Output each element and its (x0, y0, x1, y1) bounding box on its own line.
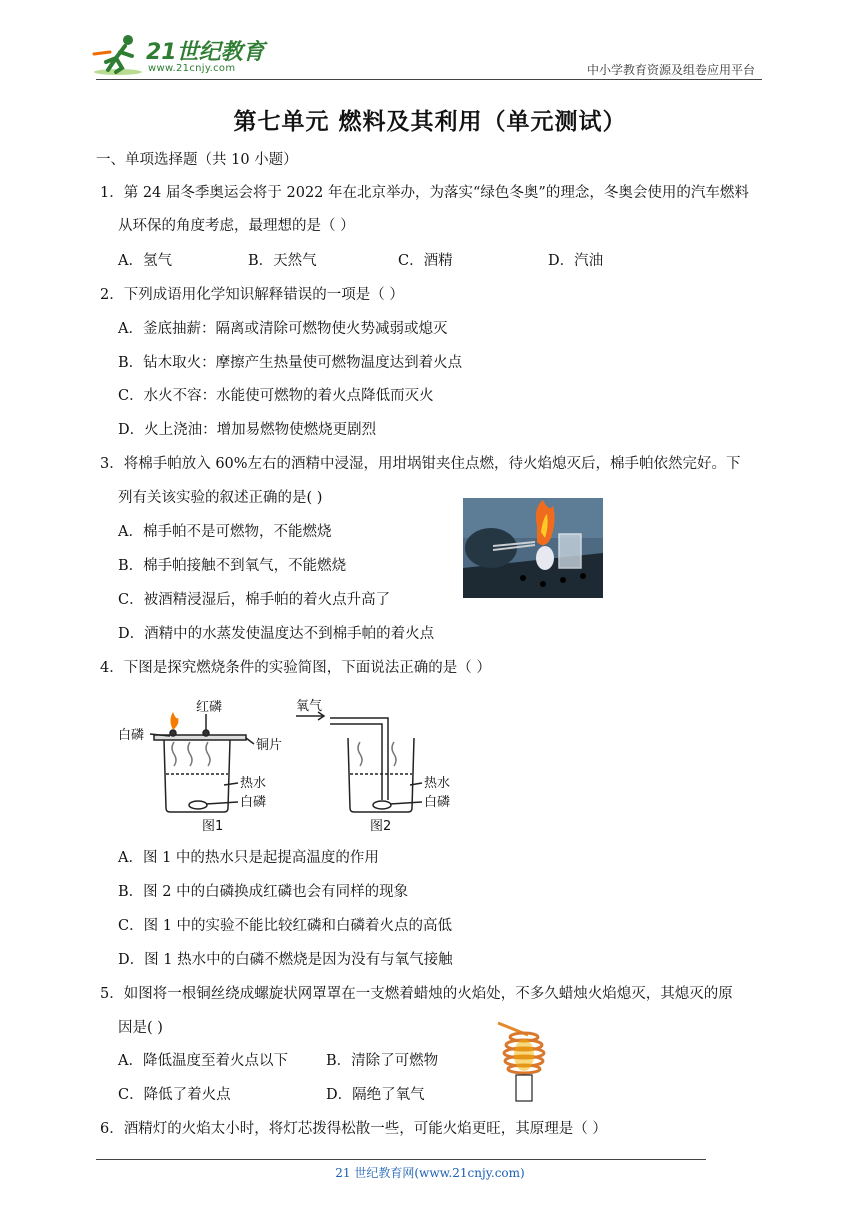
q3-option-b[interactable]: B．棉手帕接触不到氧气，不能燃烧 (118, 558, 347, 574)
q5-line-1: 5．如图将一根铜丝绕成螺旋状网罩罩在一支燃着蜡烛的火焰处，不多久蜡烛火焰熄灭，其熄灭的原 (100, 986, 733, 1002)
header-divider (96, 79, 762, 80)
burning-handkerchief-photo (463, 498, 603, 598)
q4-option-a[interactable]: A．图 1 中的热水只是起提高温度的作用 (118, 850, 379, 866)
logo-text: 21世纪教育 (146, 40, 265, 65)
q4-line-1: 4．下图是探究燃烧条件的实验简图，下面说法正确的是（ ） (100, 660, 491, 676)
copper-spiral-candle-image (494, 1015, 562, 1103)
q4-option-d[interactable]: D．图 1 热水中的白磷不燃烧是因为没有与氧气接触 (118, 952, 453, 968)
q5-option-b[interactable]: B．清除了可燃物 (326, 1053, 439, 1069)
logo-site: www.21cnjy.com (148, 63, 236, 74)
footer-link[interactable]: 21 世纪教育网(www.21cnjy.com) (335, 1166, 525, 1180)
footer-divider (96, 1159, 706, 1160)
caption-figure-2: 图2 (370, 819, 392, 834)
header-platform-text: 中小学教育资源及组卷应用平台 (586, 63, 755, 77)
q1-line-2: 从环保的角度考虑，最理想的是（ ） (118, 218, 355, 234)
q5-option-a[interactable]: A．降低温度至着火点以下 (118, 1053, 288, 1069)
site-logo[interactable] (92, 32, 265, 78)
page-title: 第七单元 燃料及其利用（单元测试） (233, 109, 627, 135)
q2-line-1: 2．下列成语用化学知识解释错误的一项是（ ） (100, 287, 404, 303)
q1-line-1: 1．第 24 届冬季奥运会将于 2022 年在北京举办，为落实“绿色冬奥”的理念，冬奥会使用的汽车燃料 (100, 185, 749, 201)
q5-line-2: 因是( ) (118, 1020, 163, 1036)
q3-option-a[interactable]: A．棉手帕不是可燃物，不能燃烧 (118, 524, 332, 540)
label-hot-water-2: 热水 (424, 776, 451, 791)
q5-option-c[interactable]: C．降低了着火点 (118, 1087, 231, 1103)
caption-figure-1: 图1 (202, 819, 224, 834)
combustion-experiment-diagram (118, 690, 468, 840)
q2-option-a[interactable]: A．釜底抽薪：隔离或清除可燃物使火势减弱或熄灭 (118, 321, 448, 337)
label-copper-sheet: 铜片 (256, 738, 283, 753)
q4-option-b[interactable]: B．图 2 中的白磷换成红磷也会有同样的现象 (118, 884, 409, 900)
q1-option-c[interactable]: C．酒精 (398, 253, 453, 269)
q2-option-d[interactable]: D．火上浇油：增加易燃物使燃烧更剧烈 (118, 422, 377, 438)
q3-option-c[interactable]: C．被酒精浸湿后，棉手帕的着火点升高了 (118, 592, 391, 608)
label-red-phosphorus: 红磷 (196, 700, 223, 715)
label-white-phosphorus-top: 白磷 (118, 728, 145, 743)
label-hot-water-1: 热水 (240, 776, 267, 791)
q1-option-a[interactable]: A．氢气 (118, 253, 172, 269)
q2-option-c[interactable]: C．水火不容：水能使可燃物的着火点降低而灭火 (118, 388, 434, 404)
q1-option-d[interactable]: D．汽油 (548, 253, 604, 269)
section-heading: 一、单项选择题（共 10 小题） (96, 152, 298, 168)
label-white-phosphorus-2: 白磷 (424, 795, 451, 810)
q3-option-d[interactable]: D．酒精中的水蒸发使温度达不到棉手帕的着火点 (118, 626, 435, 642)
q5-option-d[interactable]: D．隔绝了氧气 (326, 1087, 425, 1103)
q2-option-b[interactable]: B．钻木取火：摩擦产生热量使可燃物温度达到着火点 (118, 355, 463, 371)
q3-line-1: 3．将棉手帕放入 60%左右的酒精中浸湿，用坩埚钳夹住点燃，待火焰熄灭后，棉手帕依然完好。下 (100, 456, 741, 472)
q6-line-1: 6．酒精灯的火焰太小时，将灯芯拨得松散一些，可能火焰更旺，其原理是（ ） (100, 1121, 607, 1137)
q1-option-b[interactable]: B．天然气 (248, 253, 317, 269)
runner-logo-icon (92, 32, 148, 78)
q4-option-c[interactable]: C．图 1 中的实验不能比较红磷和白磷着火点的高低 (118, 918, 453, 934)
label-oxygen: 氧气 (296, 699, 323, 714)
q3-line-2: 列有关该实验的叙述正确的是( ) (118, 490, 323, 506)
label-white-phosphorus-1: 白磷 (240, 795, 267, 810)
